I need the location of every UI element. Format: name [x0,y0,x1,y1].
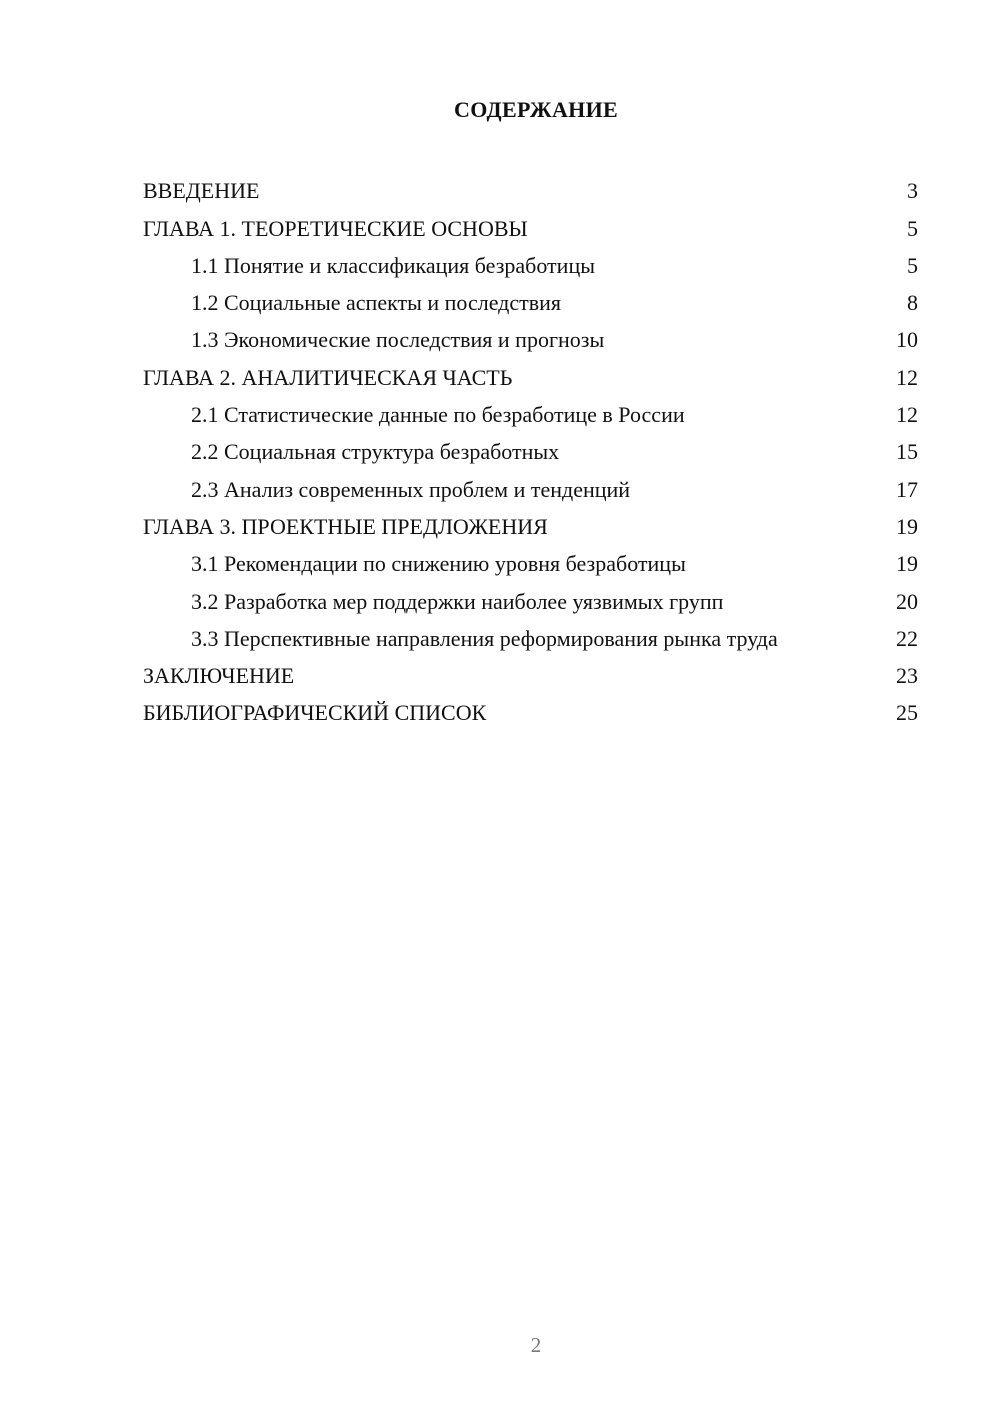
toc-entry-title: БИБЛИОГРАФИЧЕСКИЙ СПИСОК [143,700,487,726]
toc-entry-title: ГЛАВА 1. ТЕОРЕТИЧЕСКИЕ ОСНОВЫ [143,215,528,241]
toc-entry-page: 19 [896,513,918,539]
toc-entry-title: 2.3 Анализ современных проблем и тенденций [191,476,631,502]
toc-entry-page: 12 [896,364,918,390]
toc-entry-page: 25 [896,700,918,726]
toc-entry-page: 20 [896,588,918,614]
toc-entry-conclusion [143,652,918,689]
toc-entry-title: 3.1 Рекомендации по снижению уровня безработицы [191,551,686,577]
toc-entry-title: 1.3 Экономические последствия и прогнозы [191,327,605,353]
toc-entry-section-1-1 [143,242,918,279]
toc-entry-title: ВВЕДЕНИЕ [143,178,260,204]
toc-entry-bibliography [143,689,918,726]
toc-entry-introduction [143,167,918,204]
toc-entry-title: 3.2 Разработка мер поддержки наиболее уязвимых групп [191,588,724,614]
page-title: СОДЕРЖАНИЕ [454,97,618,122]
toc-entry-page: 5 [907,215,918,241]
toc-entry-section-3-1 [143,540,918,577]
toc-entry-page: 10 [896,327,918,353]
table-of-contents [143,167,918,726]
toc-entry-section-3-2 [143,577,918,614]
toc-entry-page: 3 [907,178,918,204]
toc-entry-page: 22 [896,625,918,651]
toc-entry-title: 1.1 Понятие и классификация безработицы [191,252,595,278]
toc-entry-page: 15 [896,439,918,465]
toc-entry-page: 17 [896,476,918,502]
toc-entry-section-1-3 [143,316,918,353]
toc-entry-chapter-3 [143,503,918,540]
toc-entry-page: 5 [907,252,918,278]
toc-entry-page: 8 [907,290,918,316]
toc-entry-page: 12 [896,402,918,428]
toc-entry-page: 23 [896,663,918,689]
toc-entry-title: ЗАКЛЮЧЕНИЕ [143,663,295,689]
toc-entry-title: ГЛАВА 2. АНАЛИТИЧЕСКАЯ ЧАСТЬ [143,364,513,390]
toc-entry-title: ГЛАВА 3. ПРОЕКТНЫЕ ПРЕДЛОЖЕНИЯ [143,513,548,539]
toc-entry-section-2-1 [143,391,918,428]
toc-entry-section-2-3 [143,465,918,502]
toc-entry-title: 1.2 Социальные аспекты и последствия [191,290,562,316]
toc-entry-section-2-2 [143,428,918,465]
toc-entry-chapter-2 [143,353,918,390]
toc-entry-title: 2.1 Статистические данные по безработице в России [191,402,685,428]
toc-entry-title: 2.2 Социальная структура безработных [191,439,560,465]
toc-entry-section-1-2 [143,279,918,316]
toc-entry-title: 3.3 Перспективные направления реформирования рынка труда [191,625,778,651]
toc-entry-chapter-1 [143,204,918,241]
toc-entry-section-3-3 [143,615,918,652]
toc-entry-page: 19 [896,551,918,577]
page-number: 2 [530,1333,542,1357]
